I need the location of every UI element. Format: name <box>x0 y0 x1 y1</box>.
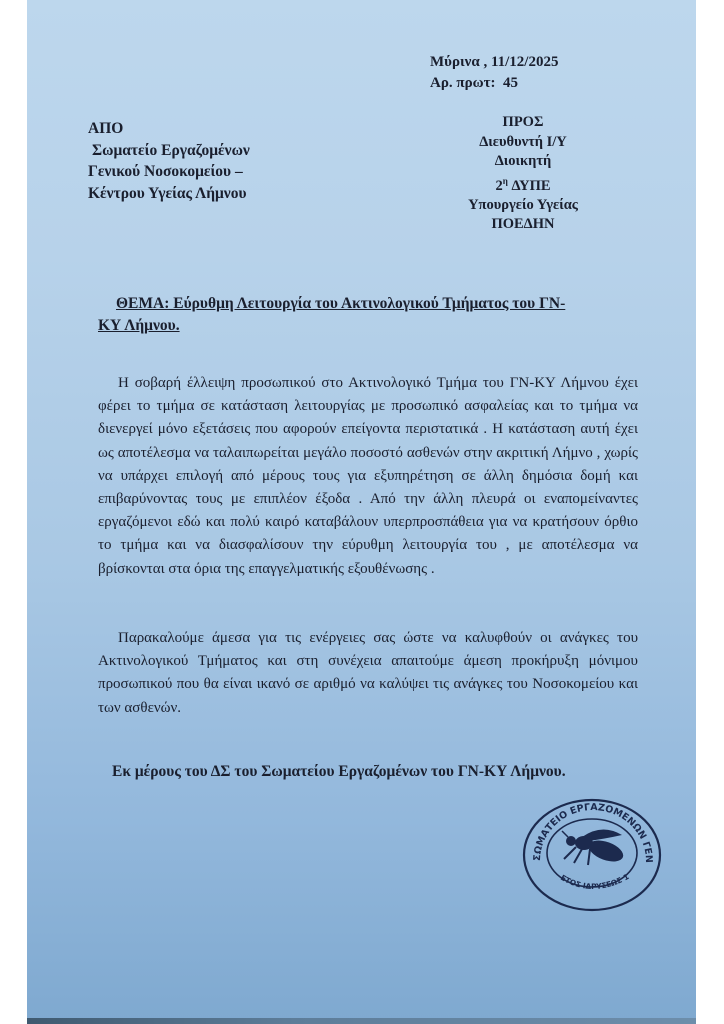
protocol-number-line <box>430 73 558 94</box>
sender-label: ΑΠΟ <box>88 120 124 137</box>
body-paragraph-2: Παρακαλούμε άμεσα για τις ενέργειες σας ώστε να καλυφθούν οι ανάγκες του Ακτινολογικού Τμήματος και στη συνέχεια απαιτούμε άμεση προκήρυξη μόνιμου προσωπικού που θα είναι ικανό σε αριθμό να καλύψει τις ανάγκες του Νοσοκομείου και των ασθενών. <box>98 630 638 716</box>
subject-line-1: ΘΕΜΑ: Εύρυθμη Λειτουργία του Ακτινολογικού Τμήματος του ΓΝ- <box>116 295 566 312</box>
stamp-inner-text: ΕΤΟΣ ΙΔΡΥΣΕΩΣ 1 <box>559 871 631 892</box>
place-date: Μύρινα , 11/12/2025 <box>430 54 559 70</box>
recipient-line: Διοικητή <box>494 153 552 169</box>
recipient-block <box>408 113 638 235</box>
signature-line: Εκ μέρους του ΔΣ του Σωματείου Εργαζομένων του ΓΝ-ΚΥ Λήμνου. <box>112 763 566 780</box>
date-protocol-block <box>430 52 558 94</box>
body-paragraph-1: Η σοβαρή έλλειψη προσωπικού στο Ακτινολογικό Τμήμα του ΓΝ-ΚΥ Λήμνου έχει φέρει το τμήμα σε κατάσταση λειτουργίας με προσωπικό ασφαλείας και το τμήμα να διενεργεί μόνο εξετάσεις που αφορούν επείγοντα περιστατικά . Η κατάσταση αυτή έχει ως αποτέλεσμα να ταλαιπωρείται μεγάλο ποσοστό ασθενών στην ακριτική Λήμνο , χωρίς να υπάρχει επιλογή από μέρους τους για εξυπηρέτηση σε άλλη δημόσια δομή και επιβαρύνοντας τους με επιπλέον έξοδα . Από την άλλη πλευρά οι εναπομείναντες εργαζόμενοι εδώ και πολύ καιρό καταβάλουν υπερπροσπάθεια για να κρατήσουν όρθιο το τμήμα και να διασφαλίσουν την εύρυθμη λειτουργία του , με αποτέλεσμα να βρίσκονται στα όρια της επαγγελματικής εξουθένωσης . <box>98 375 638 577</box>
stamp-outer-ring <box>524 800 660 910</box>
sender-block <box>88 118 250 204</box>
protocol-label: Αρ. πρωτ: <box>430 75 496 91</box>
bee-icon <box>562 829 626 865</box>
sender-line: Κέντρου Υγείας Λήμνου <box>88 184 247 202</box>
stamp-outer-text: ΣΩΜΑΤΕΙΟ ΕΡΓΑΖΟΜΕΝΩΝ ΓΕΝ <box>531 801 655 864</box>
union-stamp <box>518 795 666 913</box>
stamp-svg <box>518 795 666 913</box>
protocol-number: 45 <box>502 75 518 91</box>
sender-line: Γενικού Νοσοκομείου – <box>88 163 243 180</box>
subject-line-2: ΚΥ Λήμνου. <box>98 317 180 334</box>
recipient-label: ΠΡΟΣ <box>502 114 544 130</box>
paper-shadow-edge <box>27 1018 696 1024</box>
recipient-line: Διευθυντή Ι/Υ <box>479 133 567 150</box>
recipient-line: Υπουργείο Υγείας <box>468 196 578 213</box>
recipient-line: ΠΟΕΔΗΝ <box>491 216 555 233</box>
sender-line: Σωματείο Εργαζομένων <box>92 141 250 159</box>
recipient-line-dype: $2^\eta$ ΔΥΠΕ <box>495 175 551 194</box>
subject-heading <box>98 293 658 337</box>
